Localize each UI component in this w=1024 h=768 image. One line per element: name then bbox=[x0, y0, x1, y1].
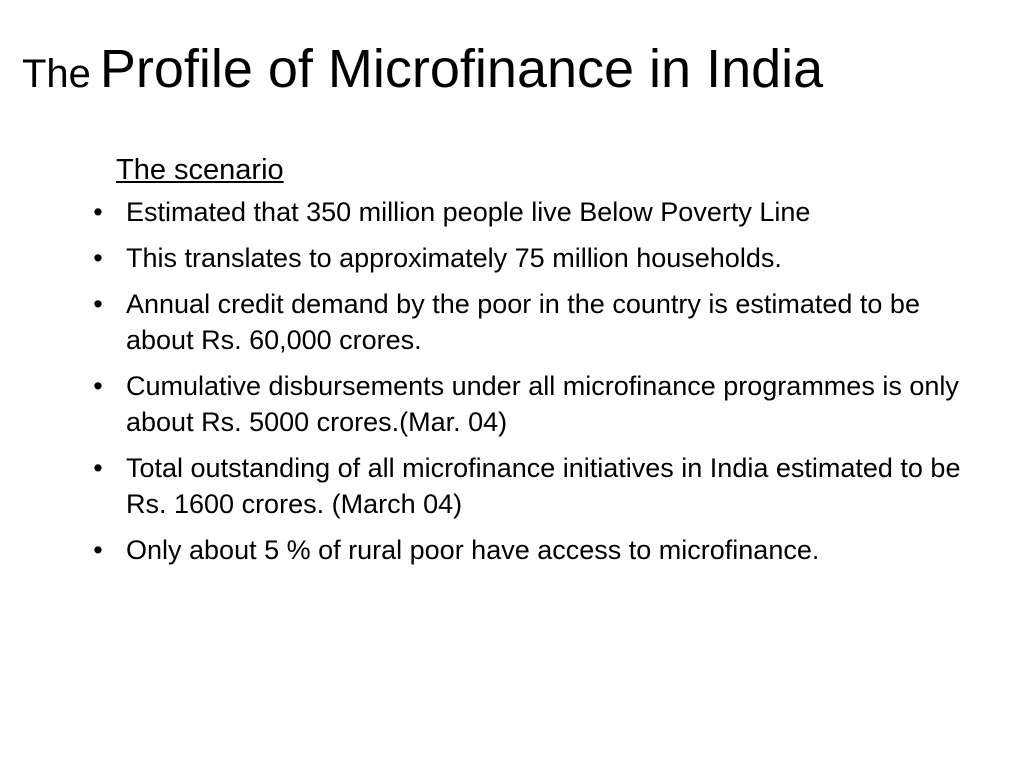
bullet-text: This translates to approximately 75 million households. bbox=[126, 242, 782, 273]
slide-title bbox=[22, 38, 823, 100]
bullet-text: Only about 5 % of rural poor have access to microfinance. bbox=[126, 534, 820, 565]
bullet-icon: • bbox=[93, 534, 103, 565]
bullet-icon: • bbox=[93, 370, 103, 401]
bullet-text: Total outstanding of all microfinance initiatives in India estimated to be Rs. 1600 crores. (March 04) bbox=[126, 452, 961, 519]
bullet-item bbox=[88, 240, 968, 276]
bullet-icon: • bbox=[93, 242, 103, 273]
bullet-icon: • bbox=[93, 196, 103, 227]
bullet-icon: • bbox=[93, 452, 103, 483]
bullet-item bbox=[88, 194, 968, 230]
slide-content bbox=[88, 152, 968, 578]
bullet-item bbox=[88, 532, 968, 568]
bullet-icon: • bbox=[93, 288, 103, 319]
bullet-item bbox=[88, 450, 968, 522]
bullet-text: Estimated that 350 million people live Below Poverty Line bbox=[126, 196, 811, 227]
bullet-text: Cumulative disbursements under all microfinance programmes is only about Rs. 5000 crores.(Mar. 04) bbox=[126, 370, 959, 437]
title-main: Profile of Microfinance in India bbox=[99, 39, 824, 99]
bullet-list bbox=[88, 194, 968, 568]
section-heading: The scenario bbox=[116, 154, 284, 186]
title-prefix: The bbox=[22, 52, 91, 96]
bullet-text: Annual credit demand by the poor in the country is estimated to be about Rs. 60,000 crores. bbox=[126, 288, 920, 355]
bullet-item bbox=[88, 368, 968, 440]
bullet-item bbox=[88, 286, 968, 358]
